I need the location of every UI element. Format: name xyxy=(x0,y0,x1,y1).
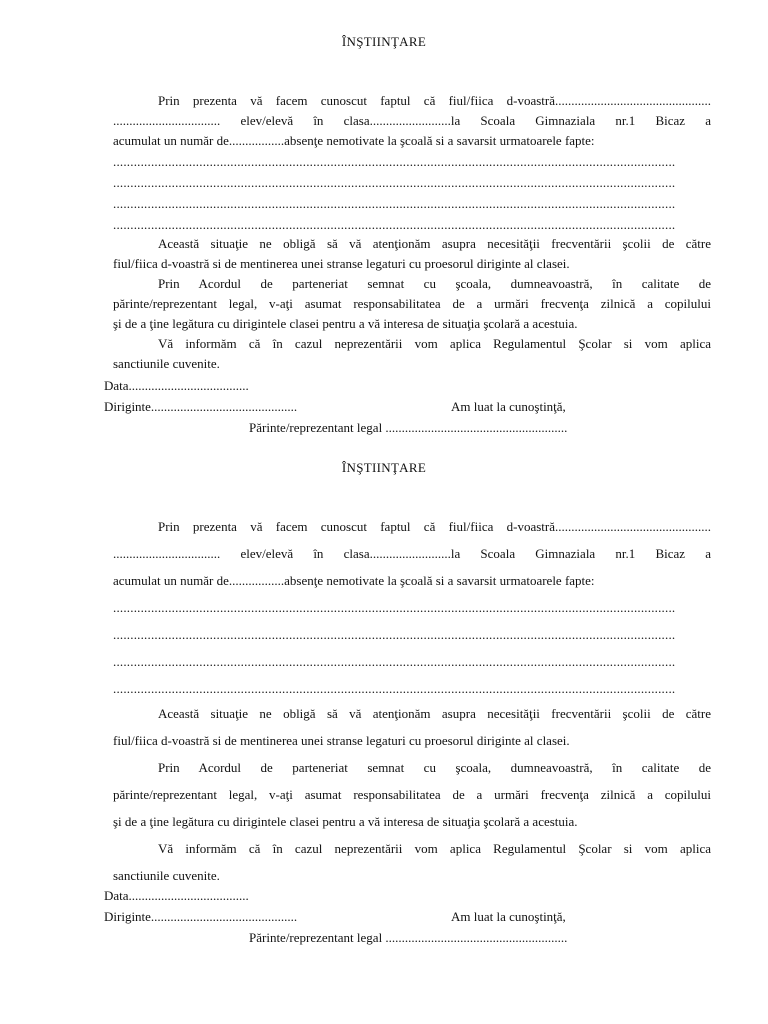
intro-line-1: Prin prezenta vă facem cunoscut faptul că fiul/fiica d-voastră................................................ xyxy=(158,93,711,108)
paragraph-situation xyxy=(113,234,711,374)
agreement-line-3: şi de a ţine legătura cu dirigintele clasei pentru a vă interesa de situaţia şcolară a acestuia. xyxy=(113,316,578,331)
dotted-line: ................................................................................................................................................................... xyxy=(113,217,676,232)
situation-line-2: fiul/fiica d-voastră si de mentinerea unei stranse legaturi cu proesorul diriginte al clasei. xyxy=(113,733,570,748)
dotted-line: ................................................................................................................................................................... xyxy=(113,600,676,615)
intro-line-1: Prin prezenta vă facem cunoscut faptul că fiul/fiica d-voastră................................................ xyxy=(158,519,711,534)
date-field: Data..................................... xyxy=(104,378,249,393)
intro-line-3: acumulat un număr de.................absenţe nemotivate la şcoală si a savarsit urmatoarele fapte: xyxy=(113,573,595,588)
facts-dotted-lines xyxy=(113,151,711,235)
inform-line-2: sanctiunile cuvenite. xyxy=(113,356,220,371)
agreement-line-1: Prin Acordul de parteneriat semnat cu şcoala, dumneavoastră, în calitate de xyxy=(158,276,711,291)
dotted-line: ................................................................................................................................................................... xyxy=(113,681,676,696)
agreement-line-2: părinte/reprezentant legal, v-aţi asumat responsabilitatea de a urmări frecvenţa zilnică a copilului xyxy=(113,296,711,311)
diriginte-signature-field: Diriginte............................................. xyxy=(104,909,298,924)
agreement-line-2: părinte/reprezentant legal, v-aţi asumat responsabilitatea de a urmări frecvenţa zilnică a copilului xyxy=(113,787,711,802)
paragraph-situation xyxy=(113,700,711,889)
diriginte-signature-field: Diriginte............................................. xyxy=(104,399,298,414)
intro-line-2: ................................. elev/elevă în clasa.........................la Scoala Gimnaziala nr.1 Bicaz a xyxy=(113,113,711,128)
acknowledged-label: Am luat la cunoştinţă, xyxy=(451,399,566,414)
paragraph-intro xyxy=(113,513,711,594)
parent-signature-field: Părinte/reprezentant legal ........................................................ xyxy=(249,930,568,945)
agreement-line-1: Prin Acordul de parteneriat semnat cu şcoala, dumneavoastră, în calitate de xyxy=(158,760,711,775)
dotted-line: ................................................................................................................................................................... xyxy=(113,627,676,642)
paragraph-intro xyxy=(113,91,711,151)
dotted-line: ................................................................................................................................................................... xyxy=(113,654,676,669)
situation-line-1: Această situaţie ne obligă să vă atenţionăm asupra necesităţii frecventării şcolii de către xyxy=(158,236,711,251)
notice-title: ÎNŞTIINŢARE xyxy=(341,34,427,49)
intro-line-3: acumulat un număr de.................absenţe nemotivate la şcoală si a savarsit urmatoarele fapte: xyxy=(113,133,595,148)
dotted-line: ................................................................................................................................................................... xyxy=(113,154,676,169)
dotted-line: ................................................................................................................................................................... xyxy=(113,196,676,211)
facts-dotted-lines xyxy=(113,594,711,702)
parent-signature-field: Părinte/reprezentant legal ........................................................ xyxy=(249,420,568,435)
intro-line-2: ................................. elev/elevă în clasa.........................la Scoala Gimnaziala nr.1 Bicaz a xyxy=(113,546,711,561)
acknowledged-label: Am luat la cunoştinţă, xyxy=(451,909,566,924)
situation-line-1: Această situaţie ne obligă să vă atenţionăm asupra necesităţii frecventării şcolii de către xyxy=(158,706,711,721)
inform-line-1: Vă informăm că în cazul neprezentării vom aplica Regulamentul Şcolar si vom aplica xyxy=(158,841,711,856)
agreement-line-3: şi de a ţine legătura cu dirigintele clasei pentru a vă interesa de situaţia şcolară a acestuia. xyxy=(113,814,578,829)
date-field: Data..................................... xyxy=(104,888,249,903)
inform-line-2: sanctiunile cuvenite. xyxy=(113,868,220,883)
dotted-line: ................................................................................................................................................................... xyxy=(113,175,676,190)
situation-line-2: fiul/fiica d-voastră si de mentinerea unei stranse legaturi cu proesorul diriginte al clasei. xyxy=(113,256,570,271)
notice-title: ÎNŞTIINŢARE xyxy=(341,460,427,475)
inform-line-1: Vă informăm că în cazul neprezentării vom aplica Regulamentul Şcolar si vom aplica xyxy=(158,336,711,351)
